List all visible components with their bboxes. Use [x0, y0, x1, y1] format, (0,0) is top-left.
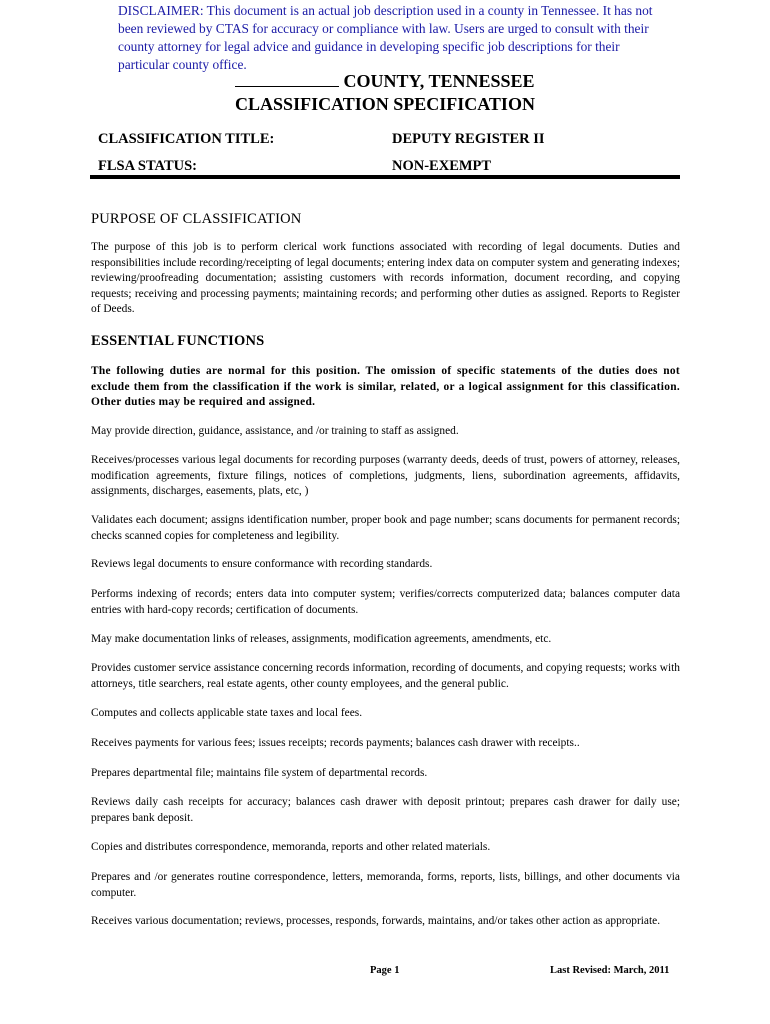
duty-item: May provide direction, guidance, assistance, and /or training to staff as assigned.: [91, 425, 459, 437]
flsa-status-label: FLSA STATUS:: [98, 158, 197, 174]
disclaimer: [118, 2, 658, 74]
header-divider: [90, 175, 680, 179]
flsa-status-value: NON-EXEMPT: [392, 158, 492, 174]
duty-item: Reviews daily cash receipts for accuracy; balances cash drawer with deposit printout; prepares cash drawer for daily use; prepares bank deposit.: [91, 796, 680, 824]
classification-title-value: DEPUTY REGISTER II: [392, 131, 545, 147]
last-revised: Last Revised: March, 2011: [550, 965, 670, 976]
essential-functions-heading: ESSENTIAL FUNCTIONS: [91, 333, 265, 349]
duty-item: Validates each document; assigns identification number, proper book and page number; scans documents for permanent records; checks scanned copies for completeness and legibility.: [91, 514, 680, 542]
county-title: [0, 70, 770, 92]
duty-item: Receives various documentation; reviews, processes, responds, forwards, maintains, and/or takes other action as appropriate.: [91, 915, 661, 927]
page-number: Page 1: [370, 965, 400, 976]
disclaimer-lead: DISCLAIMER:: [118, 3, 204, 18]
duty-item: Computes and collects applicable state taxes and local fees.: [91, 707, 363, 719]
county-title-text: COUNTY, TENNESSEE: [343, 71, 535, 91]
classification-title-label: CLASSIFICATION TITLE:: [98, 131, 275, 147]
purpose-text: The purpose of this job is to perform clerical work functions associated with recording of legal documents. Duties and responsibilities include recording/receipting of legal documents; entering index data on computer system and generating indexes; reviewing/proofreading documentation; assisting customers with records information, document recording, and copying requests; receiving and processing payments; maintaining records; and performing other duties as assigned. Reports to Register of Deeds.: [91, 241, 680, 315]
duty-item: Copies and distributes correspondence, memoranda, reports and other related materials.: [91, 841, 491, 853]
disclaimer-text: This document is an actual job description used in a county in Tennessee. It has not been reviewed by CTAS for accuracy or compliance with law. Users are urged to consult with their county attorney for legal advice and guidance in developing specific job descriptions for their particular county office.: [118, 3, 653, 72]
duty-item: Receives payments for various fees; issues receipts; records payments; balances cash drawer with receipts..: [91, 737, 580, 749]
purpose-heading: PURPOSE OF CLASSIFICATION: [91, 211, 302, 227]
county-name-blank: [235, 72, 339, 87]
duty-item: Prepares departmental file; maintains file system of departmental records.: [91, 767, 428, 779]
duty-item: Receives/processes various legal documents for recording purposes (warranty deeds, deeds of trust, powers of attorney, releases, modification agreements, fixture filings, notices of completions, judgments, liens, subordination agreements, affidavits, assignments, discharges, easements, plats, etc, ): [91, 454, 680, 497]
page-title: CLASSIFICATION SPECIFICATION: [235, 94, 535, 114]
duty-item: May make documentation links of releases, assignments, modification agreements, amendments, etc.: [91, 633, 552, 645]
duty-item: Provides customer service assistance concerning records information, recording of documents, and copying requests; works with attorneys, title searchers, real estate agents, other county employees, and the general public.: [91, 662, 680, 690]
duty-item: Prepares and /or generates routine correspondence, letters, memoranda, forms, reports, lists, billings, and other documents via computer.: [91, 871, 680, 899]
duty-item: Performs indexing of records; enters data into computer system; verifies/corrects computerized data; balances computer data entries with hard-copy records; certification of documents.: [91, 588, 680, 616]
duty-item: Reviews legal documents to ensure conformance with recording standards.: [91, 558, 433, 570]
essential-functions-intro: The following duties are normal for this position. The omission of specific statements of the duties does not exclude them from the classification if the work is similar, related, or a logical assignment for this classification. Other duties may be required and assigned.: [91, 365, 680, 408]
